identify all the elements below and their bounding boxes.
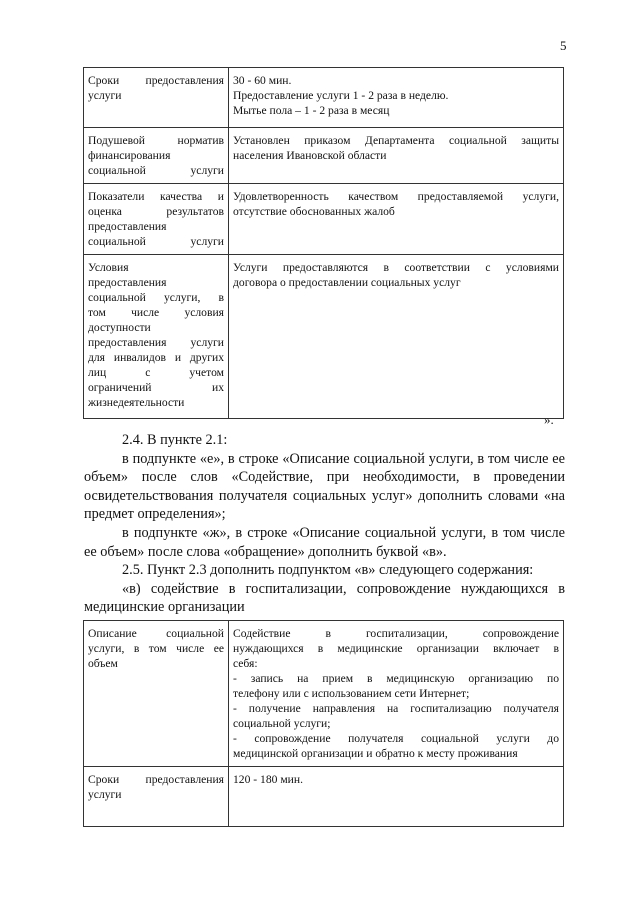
closing-quote-mark: ». bbox=[544, 412, 554, 427]
value-line: - запись на прием в медицинскую организацию по bbox=[233, 672, 559, 685]
row-label bbox=[84, 184, 229, 255]
paragraph-subitem-v: «в) содействие в госпитализации, сопровождение нуждающихся в медицинские организации bbox=[84, 580, 565, 616]
value-line: отсутствие обоснованных жалоб bbox=[233, 205, 395, 218]
label-line: предоставления bbox=[88, 220, 167, 233]
paragraph-2-5: 2.5. Пункт 2.3 дополнить подпунктом «в» следующего содержания: bbox=[122, 562, 534, 579]
label-line: Сроки предоставления bbox=[88, 74, 224, 87]
row-value bbox=[229, 767, 564, 827]
label-line: Условия bbox=[88, 261, 129, 274]
row-label bbox=[84, 68, 229, 128]
row-label bbox=[84, 767, 229, 827]
paragraph-subitem-zh: в подпункте «ж», в строке «Описание социальной услуги, в том числе ее объем» после слова «обращение» дополнить буквой «в». bbox=[84, 524, 565, 560]
row-label bbox=[84, 621, 229, 767]
label-line: Подушевой норматив bbox=[88, 134, 224, 147]
label-line: социальной услуги bbox=[88, 235, 224, 248]
row-value bbox=[229, 255, 564, 419]
value-line: нуждающихся в медицинские организации включает в bbox=[233, 642, 559, 655]
value-line: медицинской организации и обратно к месту проживания bbox=[233, 747, 518, 760]
label-line: финансирования bbox=[88, 149, 171, 162]
value-line: 30 - 60 мин. bbox=[233, 74, 292, 87]
label-line: услуги bbox=[88, 89, 122, 102]
row-value bbox=[229, 184, 564, 255]
label-line: ограничений их bbox=[88, 381, 224, 394]
paragraph-subitem-e: в подпункте «е», в строке «Описание социальной услуги, в том числе ее объем» после слов «Содействие, при необходимости, в проведении освидетельствования получателя социальных услуг» дополнить словами «на предмет определения»; bbox=[84, 450, 565, 523]
value-line: Услуги предоставляются в соответствии с условиями bbox=[233, 261, 559, 274]
value-line: 120 - 180 мин. bbox=[233, 773, 303, 786]
value-line: телефону или с использованием сети Интернет; bbox=[233, 687, 470, 700]
label-line: доступности bbox=[88, 321, 151, 334]
value-line: себя: bbox=[233, 657, 258, 670]
label-line: Показатели качества и bbox=[88, 190, 224, 203]
value-line: Мытье пола – 1 - 2 раза в месяц bbox=[233, 104, 390, 117]
value-line: Предоставление услуги 1 - 2 раза в неделю. bbox=[233, 89, 449, 102]
table-row bbox=[84, 255, 564, 419]
value-line: социальной услуги; bbox=[233, 717, 331, 730]
amendment-text bbox=[84, 431, 565, 617]
table-row bbox=[84, 68, 564, 128]
table-row bbox=[84, 767, 564, 827]
label-line: Сроки предоставления bbox=[88, 773, 224, 786]
value-line: Удовлетворенность качеством предоставляемой услуги, bbox=[233, 190, 559, 203]
label-line: лиц с учетом bbox=[88, 366, 224, 379]
paragraph-2-4: 2.4. В пункте 2.1: bbox=[122, 432, 228, 448]
label-line: оценка результатов bbox=[88, 205, 224, 218]
row-value bbox=[229, 128, 564, 184]
label-line: объем bbox=[88, 657, 118, 670]
label-line: для инвалидов и других bbox=[88, 351, 224, 364]
value-line: договора о предоставлении социальных услуг bbox=[233, 276, 461, 289]
value-line: - сопровождение получателя социальной услуги до bbox=[233, 732, 559, 745]
label-line: жизнедеятельности bbox=[88, 396, 185, 409]
label-line: социальной услуги bbox=[88, 164, 224, 177]
page-number: 5 bbox=[560, 38, 567, 53]
value-line: Установлен приказом Департамента социальной защиты bbox=[233, 134, 559, 147]
table-row bbox=[84, 621, 564, 767]
label-line: социальной услуги, в bbox=[88, 291, 224, 304]
row-value bbox=[229, 68, 564, 128]
label-line: услуги, в том числе ее bbox=[88, 642, 224, 655]
label-line: предоставления услуги bbox=[88, 336, 224, 349]
value-line: - получение направления на госпитализацию получателя bbox=[233, 702, 559, 715]
label-line: предоставления bbox=[88, 276, 167, 289]
label-line: Описание социальной bbox=[88, 627, 224, 640]
table-row bbox=[84, 128, 564, 184]
table-row bbox=[84, 184, 564, 255]
label-line: услуги bbox=[88, 788, 122, 801]
value-line: Содействие в госпитализации, сопровождение bbox=[233, 627, 559, 640]
service-table-bottom bbox=[83, 620, 564, 827]
row-value bbox=[229, 621, 564, 767]
value-line: населения Ивановской области bbox=[233, 149, 387, 162]
label-line: том числе условия bbox=[88, 306, 224, 319]
row-label bbox=[84, 255, 229, 419]
row-label bbox=[84, 128, 229, 184]
service-table-top bbox=[83, 67, 564, 419]
